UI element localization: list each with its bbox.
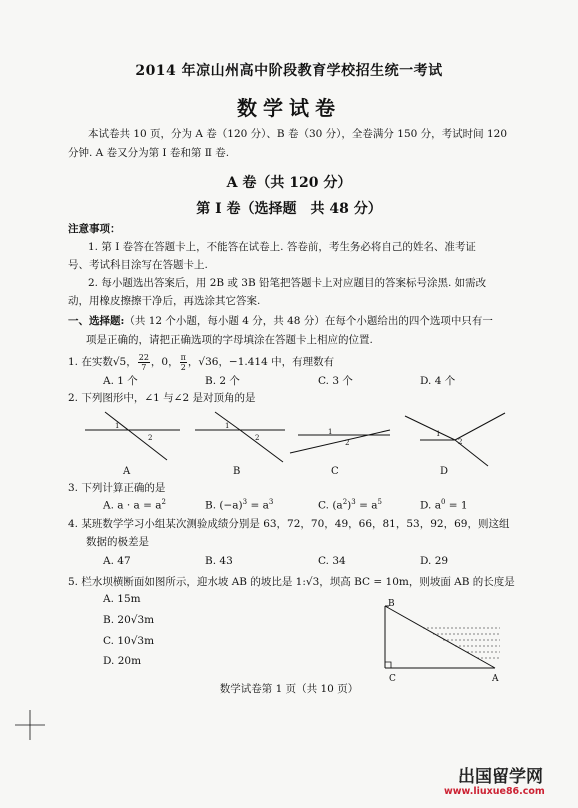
q3-option-c	[318, 498, 382, 512]
question-2-stem: 2. 下列图形中，∠1 与∠2 是对顶角的是	[68, 392, 256, 404]
question-4-line-2: 数据的极差是	[86, 536, 149, 548]
q1-sqrt36: √36	[198, 356, 219, 368]
q3-option-d	[420, 498, 468, 512]
dam-label-a: A	[492, 674, 499, 684]
section-1-heading: 第 Ⅰ 卷（选择题 共 48 分）	[196, 201, 382, 217]
q2-label-d: D	[440, 466, 449, 477]
dam-slope-ab	[385, 606, 495, 668]
q3-c-sup-1: 2	[342, 498, 348, 506]
q1-option-b: B. 2 个	[205, 375, 240, 387]
question-4-line-1: 4. 某班数学学习小组某次测验成绩分别是 63，72，70，49，66，81，53，92，69，则这组	[68, 518, 510, 530]
q2-a-line-2	[105, 412, 167, 460]
q1-f1-num: 22	[138, 352, 149, 362]
exam-title: 2014 年凉山州高中阶段教育学校招生统一考试	[135, 63, 443, 79]
q5-option-c: C. 10√3m	[103, 635, 155, 647]
q1-option-c: C. 3 个	[318, 375, 353, 387]
q3-c-sup-2: 3	[351, 498, 356, 506]
q3-b-text-1: B. (−a)	[205, 499, 243, 512]
subject-title: 数学试卷	[237, 96, 341, 120]
intro-line-1: 本试卷共 10 页，分为 A 卷（120 分）、B 卷（30 分），全卷满分 150 分，考试时间 120	[88, 128, 508, 140]
q2-figure-d	[400, 408, 510, 468]
question-5-stem: 5. 栏水坝横断面如图所示，迎水坡 AB 的坡比是 1:√3，坝高 BC = 10m，则坡面 AB 的长度是	[68, 576, 515, 588]
dam-right-angle	[385, 662, 391, 668]
q2-b-line-3	[240, 430, 283, 462]
q1-option-a: A. 1 个	[103, 375, 138, 387]
q3-option-b	[205, 498, 273, 512]
q5-dam-figure	[375, 598, 505, 686]
q3-b-sup-2: 3	[268, 498, 274, 506]
q2-figure-c	[290, 405, 400, 465]
part-1-title	[68, 312, 493, 331]
page-footer: 数学试卷第 1 页（共 10 页）	[219, 683, 359, 695]
q1-fraction-22-7	[138, 353, 150, 372]
q4-option-c: C. 34	[318, 555, 346, 567]
note-1-line-2: 号、考试科目涂写在答题卡上.	[68, 259, 208, 271]
dam-label-c: C	[389, 674, 396, 684]
q3-a-text: A. a · a = a	[103, 499, 162, 512]
intro-line-2: 分钟. A 卷又分为第 Ⅰ 卷和第 Ⅱ 卷.	[68, 147, 230, 159]
q5-option-b: B. 20√3m	[103, 614, 155, 626]
part-1-title-bold: 一、选择题:	[68, 315, 125, 327]
q4-option-d: D. 29	[420, 555, 449, 567]
q3-c-sup-3: 5	[377, 498, 382, 506]
q3-d-sup: 0	[440, 498, 446, 506]
q2-figure-a	[85, 410, 185, 465]
q3-d-text-2: = 1	[445, 499, 468, 512]
q2-c-label-1: 1	[328, 428, 333, 436]
dam-label-b: B	[388, 599, 395, 609]
q2-c-line-1	[290, 430, 390, 453]
water-hatching	[423, 628, 500, 658]
q2-a-label-1: 1	[115, 422, 120, 430]
q2-d-line-1	[405, 416, 455, 440]
q4-option-b: B. 43	[205, 555, 233, 567]
q3-c-text-3: = a	[355, 499, 378, 512]
watermark-logo-name: 出国留学网	[458, 767, 543, 787]
q2-d-label-2: 2	[458, 438, 463, 446]
q1-f2-den: 2	[180, 362, 186, 372]
section-a-heading: A 卷（共 120 分）	[226, 175, 352, 191]
q5-option-a: A. 15m	[103, 593, 141, 605]
note-2-line-1: 2. 每小题选出答案后，用 2B 或 3B 铅笔把答题卡上对应题目的答案标号涂黑. 如需改	[88, 277, 487, 289]
q2-b-label-2: 2	[255, 434, 260, 442]
q1-fraction-pi-2	[180, 353, 187, 372]
q1-f2-num: π	[180, 352, 186, 362]
note-2-line-2: 动，用橡皮擦擦干净后，再选涂其它答案.	[68, 295, 261, 307]
q3-c-text-1: C. (a	[318, 499, 343, 512]
q3-b-text-2: = a	[247, 499, 269, 512]
q3-c-text-2: )	[347, 499, 352, 512]
q3-a-sup: 2	[161, 498, 166, 506]
q2-d-label-1: 1	[436, 430, 441, 438]
q1-sqrt5: √5	[112, 356, 127, 368]
q5-option-d: D. 20m	[103, 655, 142, 667]
q2-d-line-2	[455, 413, 505, 440]
q2-b-label-1: 1	[225, 422, 230, 430]
q2-figure-b	[195, 410, 295, 465]
q1-zero: ，0，	[150, 356, 179, 368]
q1-f1-den: 7	[141, 362, 147, 372]
q3-b-sup-1: 3	[242, 498, 248, 506]
q3-option-a	[103, 498, 166, 512]
q4-option-a: A. 47	[103, 555, 131, 567]
crop-mark	[15, 710, 45, 740]
q2-label-c: C	[331, 466, 339, 477]
note-1-line-1: 1. 第 Ⅰ 卷答在答题卡上，不能答在试卷上. 答卷前，考生务必将自己的姓名、准考证	[88, 241, 476, 253]
watermark-logo-url: www.liuxue86.com	[444, 786, 545, 797]
notes-heading: 注意事项：	[68, 223, 121, 235]
q1-prefix: 1. 在实数	[68, 356, 113, 368]
q3-d-text-1: D. a	[420, 499, 441, 512]
q1-tail: ，−1.414 中，有理数有	[218, 356, 335, 368]
question-3-stem: 3. 下列计算正确的是	[68, 482, 166, 494]
q1-option-d: D. 4 个	[420, 375, 456, 387]
q2-label-b: B	[233, 466, 241, 477]
q2-label-a: A	[123, 466, 131, 477]
part-1-title-rest: （共 12 个小题，每小题 4 分，共 48 分）在每个小题给出的四个选项中只有一	[124, 315, 493, 327]
part-1-line-2: 项是正确的，请把正确选项的字母填涂在答题卡上相应的位置.	[86, 334, 373, 346]
question-1-stem: 1. 在实数√5， $\frac{22}{7}$ ，0， $\frac{\pi}{2}$ ，√36，−1.414 中，有理数有	[68, 352, 335, 372]
q2-a-label-2: 2	[148, 434, 153, 442]
q2-c-label-2: 2	[345, 439, 350, 447]
